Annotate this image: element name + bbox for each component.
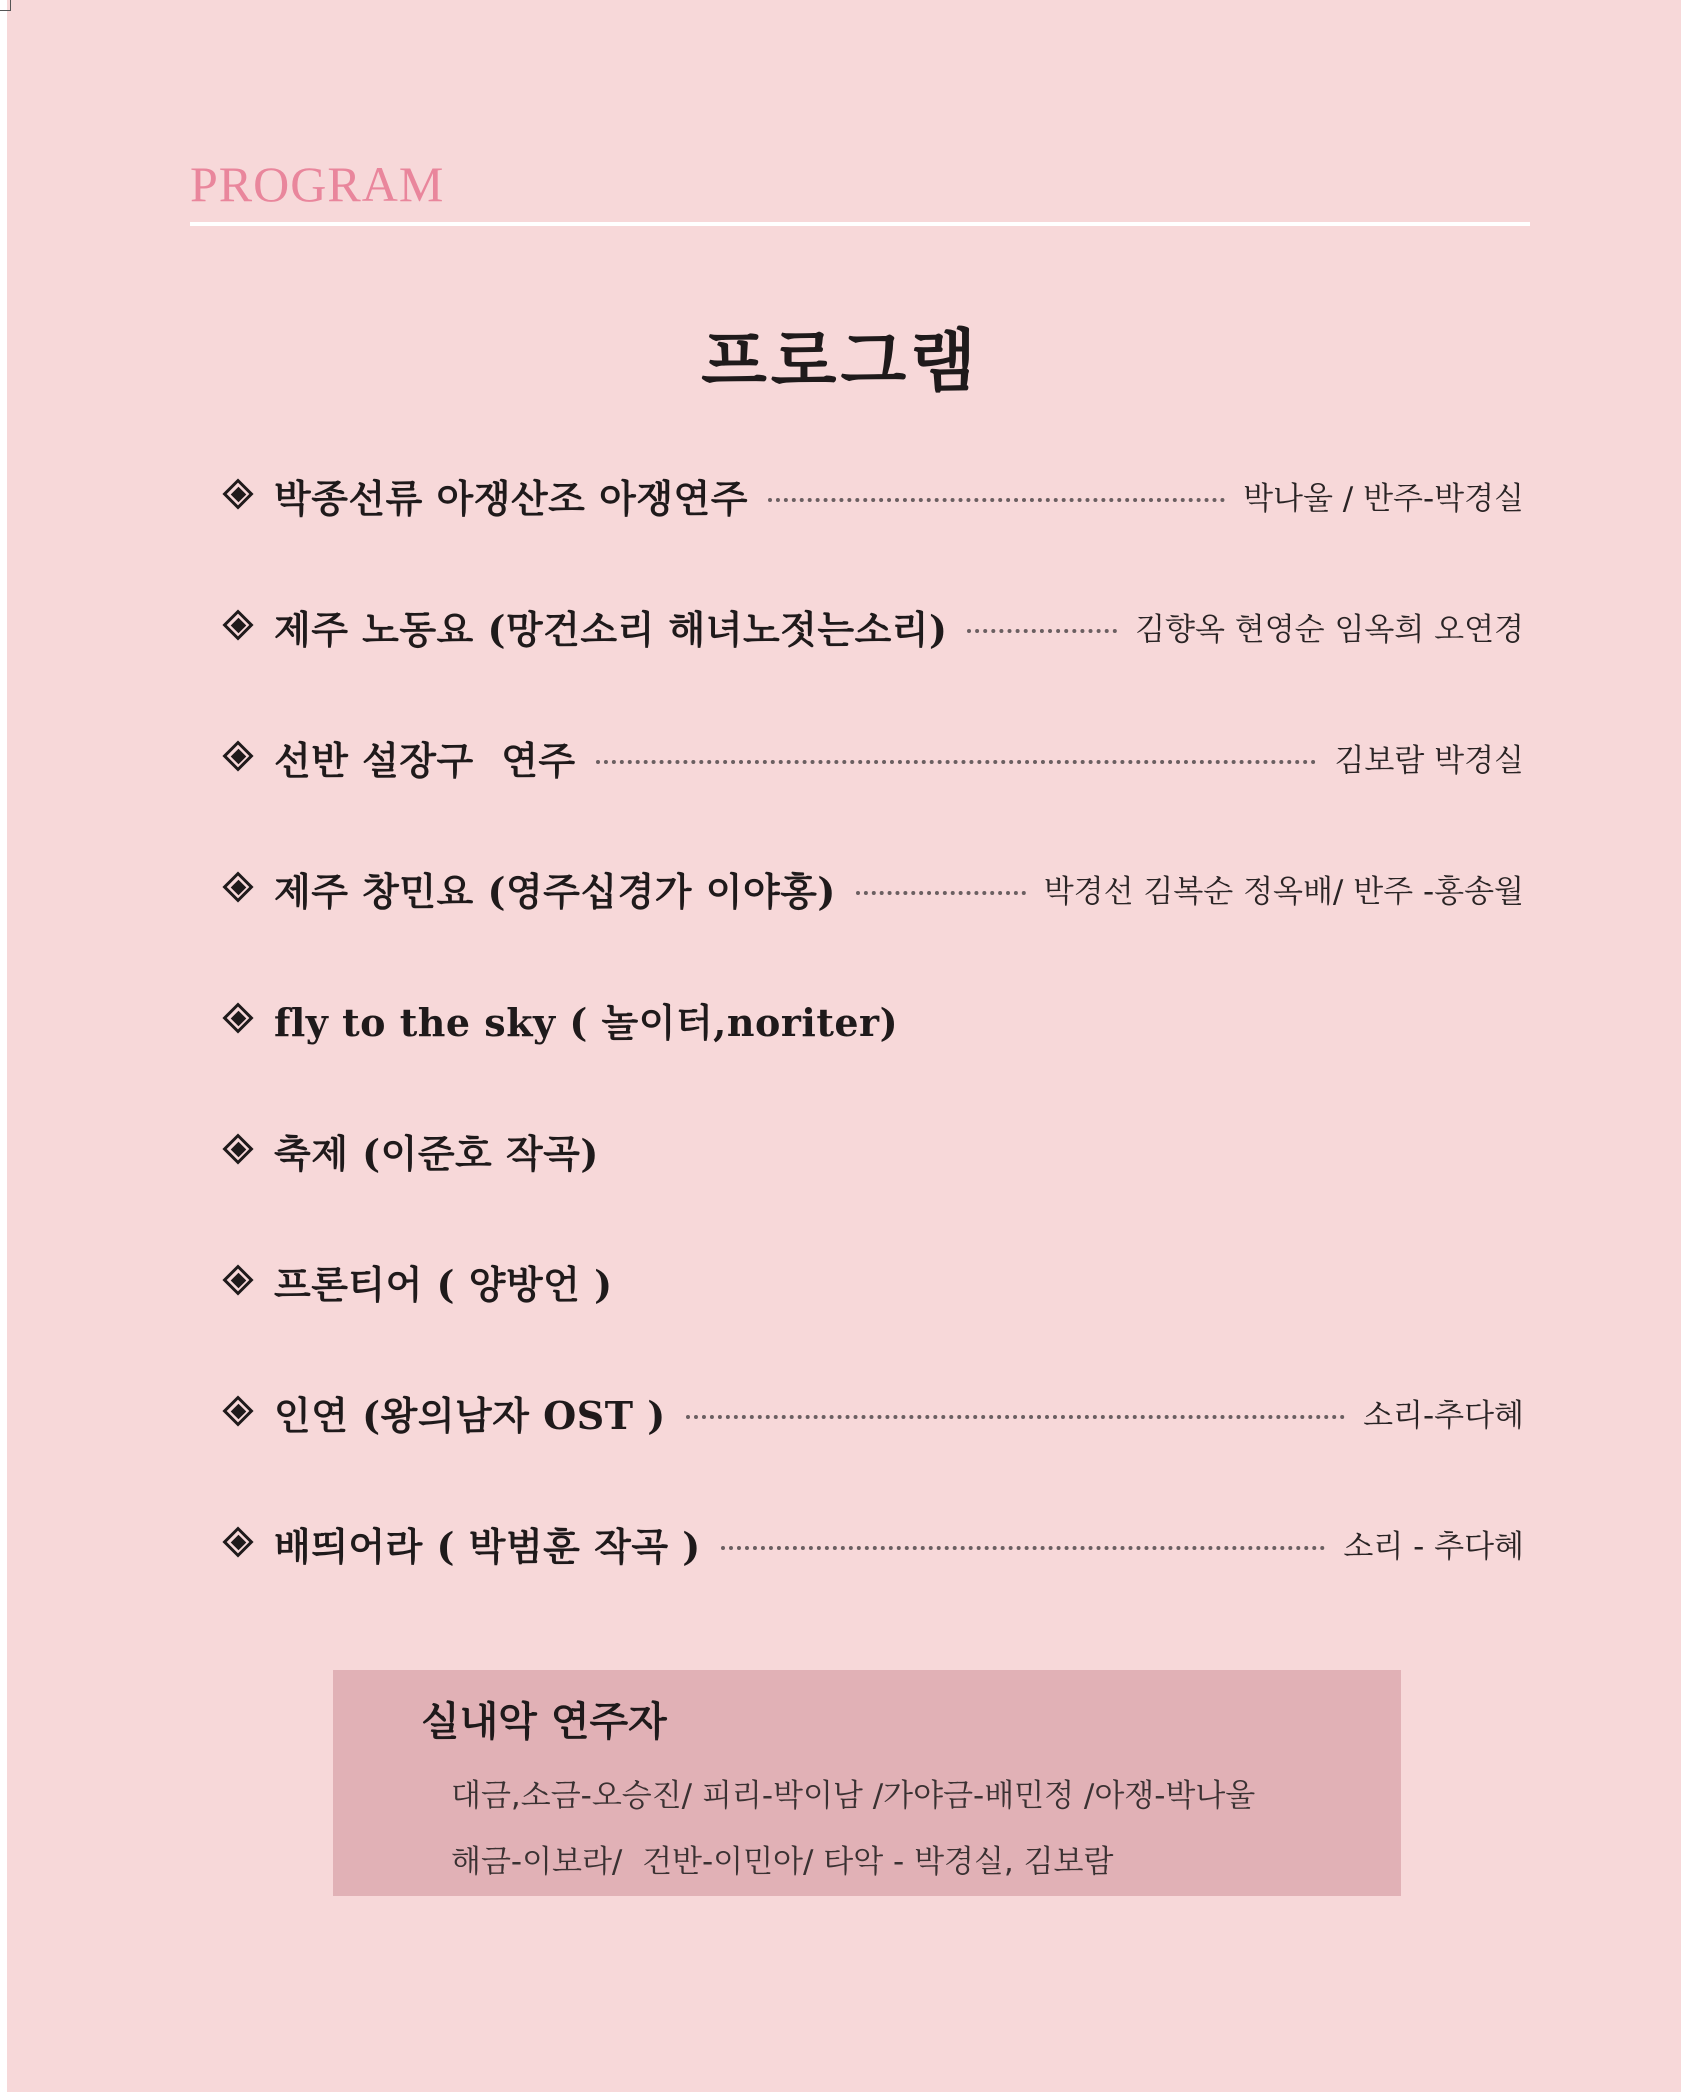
program-list: [222, 462, 1524, 1641]
ensemble-line: 해금-이보라/ 건반-이민아/ 타악 - 박경실, 김보람: [451, 1844, 1114, 1880]
diamond-bullet-icon: [222, 609, 256, 643]
ensemble-box: [333, 1670, 1401, 1896]
program-item: [222, 1379, 1524, 1510]
program-item-performer: 소리-추다혜: [1363, 1397, 1524, 1434]
program-item: [222, 593, 1524, 724]
program-item: [222, 1248, 1524, 1379]
diamond-bullet-icon: [222, 1395, 256, 1429]
diamond-bullet-icon: [222, 1002, 256, 1036]
dotted-leader: [721, 1546, 1326, 1550]
program-item: [222, 986, 1524, 1117]
dotted-leader: [686, 1415, 1345, 1419]
program-item-performer: 박나울 / 반주-박경실: [1243, 480, 1524, 517]
dotted-leader: [768, 498, 1225, 502]
program-item-performer: 김보람 박경실: [1334, 742, 1524, 779]
program-item-title: fly to the sky ( 놀이터,noriter): [274, 999, 899, 1045]
program-item-performer: 김향옥 현영순 임옥희 오연경: [1135, 611, 1524, 648]
diamond-bullet-icon: [222, 740, 256, 774]
program-item-title: 제주 노동요 (망건소리 해녀노젓는소리): [274, 606, 948, 652]
dotted-leader: [967, 629, 1117, 633]
ensemble-title: 실내악 연주자: [421, 1698, 667, 1745]
program-item: [222, 462, 1524, 593]
program-item-title: 인연 (왕의남자 OST ): [274, 1392, 666, 1438]
dotted-leader: [856, 891, 1026, 895]
program-item: [222, 1117, 1524, 1248]
program-item-title: 배띄어라 ( 박범훈 작곡 ): [274, 1523, 701, 1569]
ensemble-line: 대금,소금-오승진/ 피리-박이남 /가야금-배민정 /아쟁-박나울: [451, 1778, 1256, 1814]
program-item: [222, 724, 1524, 855]
program-item-title: 프론티어 ( 양방언 ): [274, 1261, 613, 1307]
program-item-title: 제주 창민요 (영주십경가 이야홍): [274, 868, 836, 914]
program-item-title: 축제 (이준호 작곡): [274, 1130, 599, 1176]
diamond-bullet-icon: [222, 1526, 256, 1560]
crop-mark: [0, 0, 11, 11]
program-item: [222, 1510, 1524, 1641]
section-divider: [190, 222, 1530, 226]
page-title: 프로그램: [701, 322, 980, 402]
diamond-bullet-icon: [222, 478, 256, 512]
diamond-bullet-icon: [222, 1264, 256, 1298]
program-item-title: 선반 설장구 연주: [274, 737, 576, 783]
program-item-performer: 소리 - 추다혜: [1343, 1528, 1524, 1565]
program-item: [222, 855, 1524, 986]
diamond-bullet-icon: [222, 1133, 256, 1167]
section-label: PROGRAM: [190, 156, 445, 212]
program-item-performer: 박경선 김복순 정옥배/ 반주 -홍송월: [1043, 873, 1524, 910]
diamond-bullet-icon: [222, 871, 256, 905]
program-item-title: 박종선류 아쟁산조 아쟁연주: [274, 475, 748, 521]
dotted-leader: [596, 760, 1317, 764]
